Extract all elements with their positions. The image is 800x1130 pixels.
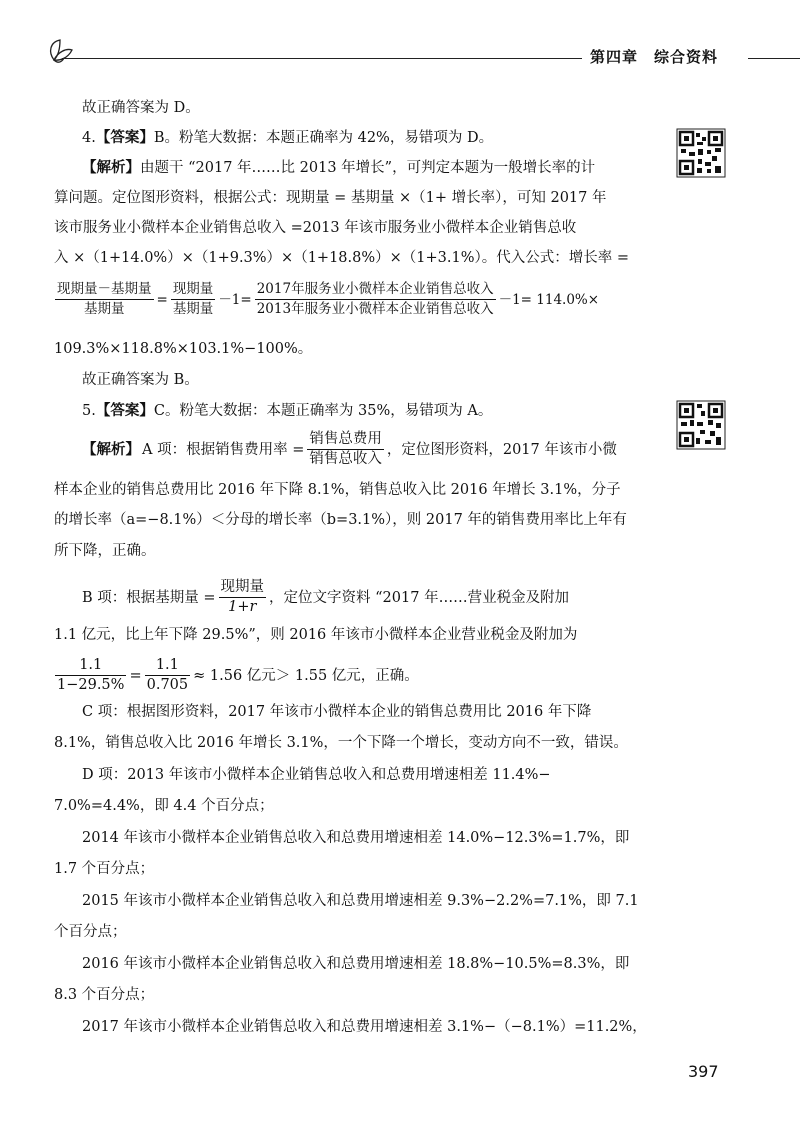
text-line: 样本企业的销售总费用比 2016 年下降 8.1%，销售总收入比 2016 年增长 3.1%，分子 (54, 482, 621, 498)
page-header (0, 0, 800, 70)
text-line: 该市服务业小微样本企业销售总收入 =2013 年该市服务业小微样本企业销售总收 (54, 220, 577, 236)
analysis-4 (82, 153, 654, 183)
answer-text: B。粉笔大数据：本题正确率为 42%，易错项为 D。 (153, 130, 494, 146)
page-number: 397 (688, 1062, 719, 1081)
text-line: 1.1 亿元，比上年下降 29.5%”，则 2016 年该市小微样本企业营业税金及附加为 (54, 627, 578, 643)
text-line: 个百分点； (54, 924, 127, 940)
text-line: 的增长率（a=−8.1%）＜分母的增长率（b=3.1%），则 2017 年的销售费用率比上年有 (54, 512, 627, 528)
text-line: C 项：根据图形资料，2017 年该市小微样本企业的销售总费用比 2016 年下降 (82, 704, 592, 720)
answer-4 (82, 123, 654, 153)
answer-text: C。粉笔大数据：本题正确率为 35%，易错项为 A。 (153, 403, 493, 419)
text-line: 8.3 个百分点； (54, 987, 155, 1003)
fraction: $\frac{\text{销售总费用}}{\text{销售总收入}}$ (309, 431, 382, 467)
text-line: 109.3%×118.8%×103.1%−100%。 (54, 341, 313, 357)
answer-5 (82, 396, 654, 426)
analysis-tag: 【解析】 (82, 441, 140, 458)
qr-code-icon[interactable] (676, 400, 726, 450)
header-rule-left (62, 58, 582, 59)
formula-line: $\frac{\text{现期量－基期量}}{\text{基期量}}$ = $\frac{\text{现期量}}{\text{基期量}}$ －1= $\frac{\text{2017年服务业小微样本企业销售总收入}}{\text{2013年服务业小微样本企业销售总收入}}$ －1= 114.0%× (57, 281, 600, 317)
text-line: 故正确答案为 B。 (82, 372, 199, 388)
text-line: 所下降，正确。 (54, 543, 156, 559)
fraction: $\frac{\text{现期量}}{\text{基期量}}$ (172, 281, 214, 317)
text-line: 故正确答案为 D。 (82, 100, 200, 116)
text-line: 2016 年该市小微样本企业销售总收入和总费用增速相差 18.8%−10.5%=8.3%，即 (82, 956, 630, 972)
chapter-label: 第四章 (590, 48, 639, 66)
text-line: 7.0%=4.4%，即 4.4 个百分点； (54, 798, 274, 814)
text-line: 2014 年该市小微样本企业销售总收入和总费用增速相差 14.0%−12.3%=1.7%，即 (82, 830, 630, 846)
section-label: 综合资料 (654, 48, 719, 66)
fraction: $\frac{1.1}{0.705}$ (146, 657, 189, 693)
question-number: 5. (82, 403, 96, 419)
text-line: 算问题。定位图形资料，根据公式：现期量 = 基期量 ×（1+ 增长率），可知 2017 年 (54, 190, 607, 206)
qr-code-icon[interactable] (676, 128, 726, 178)
leaf-icon (40, 30, 80, 70)
answer-tag: 【答案】 (95, 403, 154, 419)
text-line: D 项：2013 年该市小微样本企业销售总收入和总费用增速相差 11.4%− (82, 767, 551, 783)
text-line: 2015 年该市小微样本企业销售总收入和总费用增速相差 9.3%−2.2%=7.1%，即 7.1 (82, 893, 639, 909)
header-title (590, 46, 718, 67)
analysis-tag: 【解析】 (82, 160, 140, 176)
header-rule-right (748, 58, 800, 59)
answer-tag: 【答案】 (95, 130, 154, 146)
option-b: B 项：根据基期量 = $\frac{\text{现期量}}{1+r}$ ，定位文字资料 “2017 年……营业税金及附加 (82, 579, 570, 615)
analysis-5: 【解析】 A 项：根据销售费用率 = $\frac{\text{销售总费用}}{\text{销售总收入}}$ ，定位图形资料，2017 年该市小微 (82, 431, 617, 467)
text-line: 2017 年该市小微样本企业销售总收入和总费用增速相差 3.1%−（−8.1%）=11.2%， (82, 1019, 647, 1035)
formula-line: $\frac{1.1}{1-29.5\%}$ = $\frac{1.1}{0.705}$ ≈ 1.56 亿元＞ 1.55 亿元，正确。 (57, 657, 419, 693)
analysis-text: 由题干 “2017 年……比 2013 年增长”，可判定本题为一般增长率的计 (140, 160, 596, 176)
fraction: $\frac{\text{现期量－基期量}}{\text{基期量}}$ (57, 281, 152, 317)
fraction: $\frac{1.1}{1-29.5\%}$ (57, 657, 125, 693)
text-line: 8.1%，销售总收入比 2016 年增长 3.1%，一个下降一个增长，变动方向不一致，错误。 (54, 735, 628, 751)
text-line: 1.7 个百分点； (54, 861, 155, 877)
fraction: $\frac{\text{现期量}}{1+r}$ (220, 579, 265, 615)
question-number: 4. (82, 130, 96, 146)
text-line: 入 ×（1+14.0%）×（1+9.3%）×（1+18.8%）×（1+3.1%）。代入公式：增长率 = (54, 250, 630, 266)
fraction: $\frac{\text{2017年服务业小微样本企业销售总收入}}{\text{2013年服务业小微样本企业销售总收入}}$ (256, 281, 494, 317)
